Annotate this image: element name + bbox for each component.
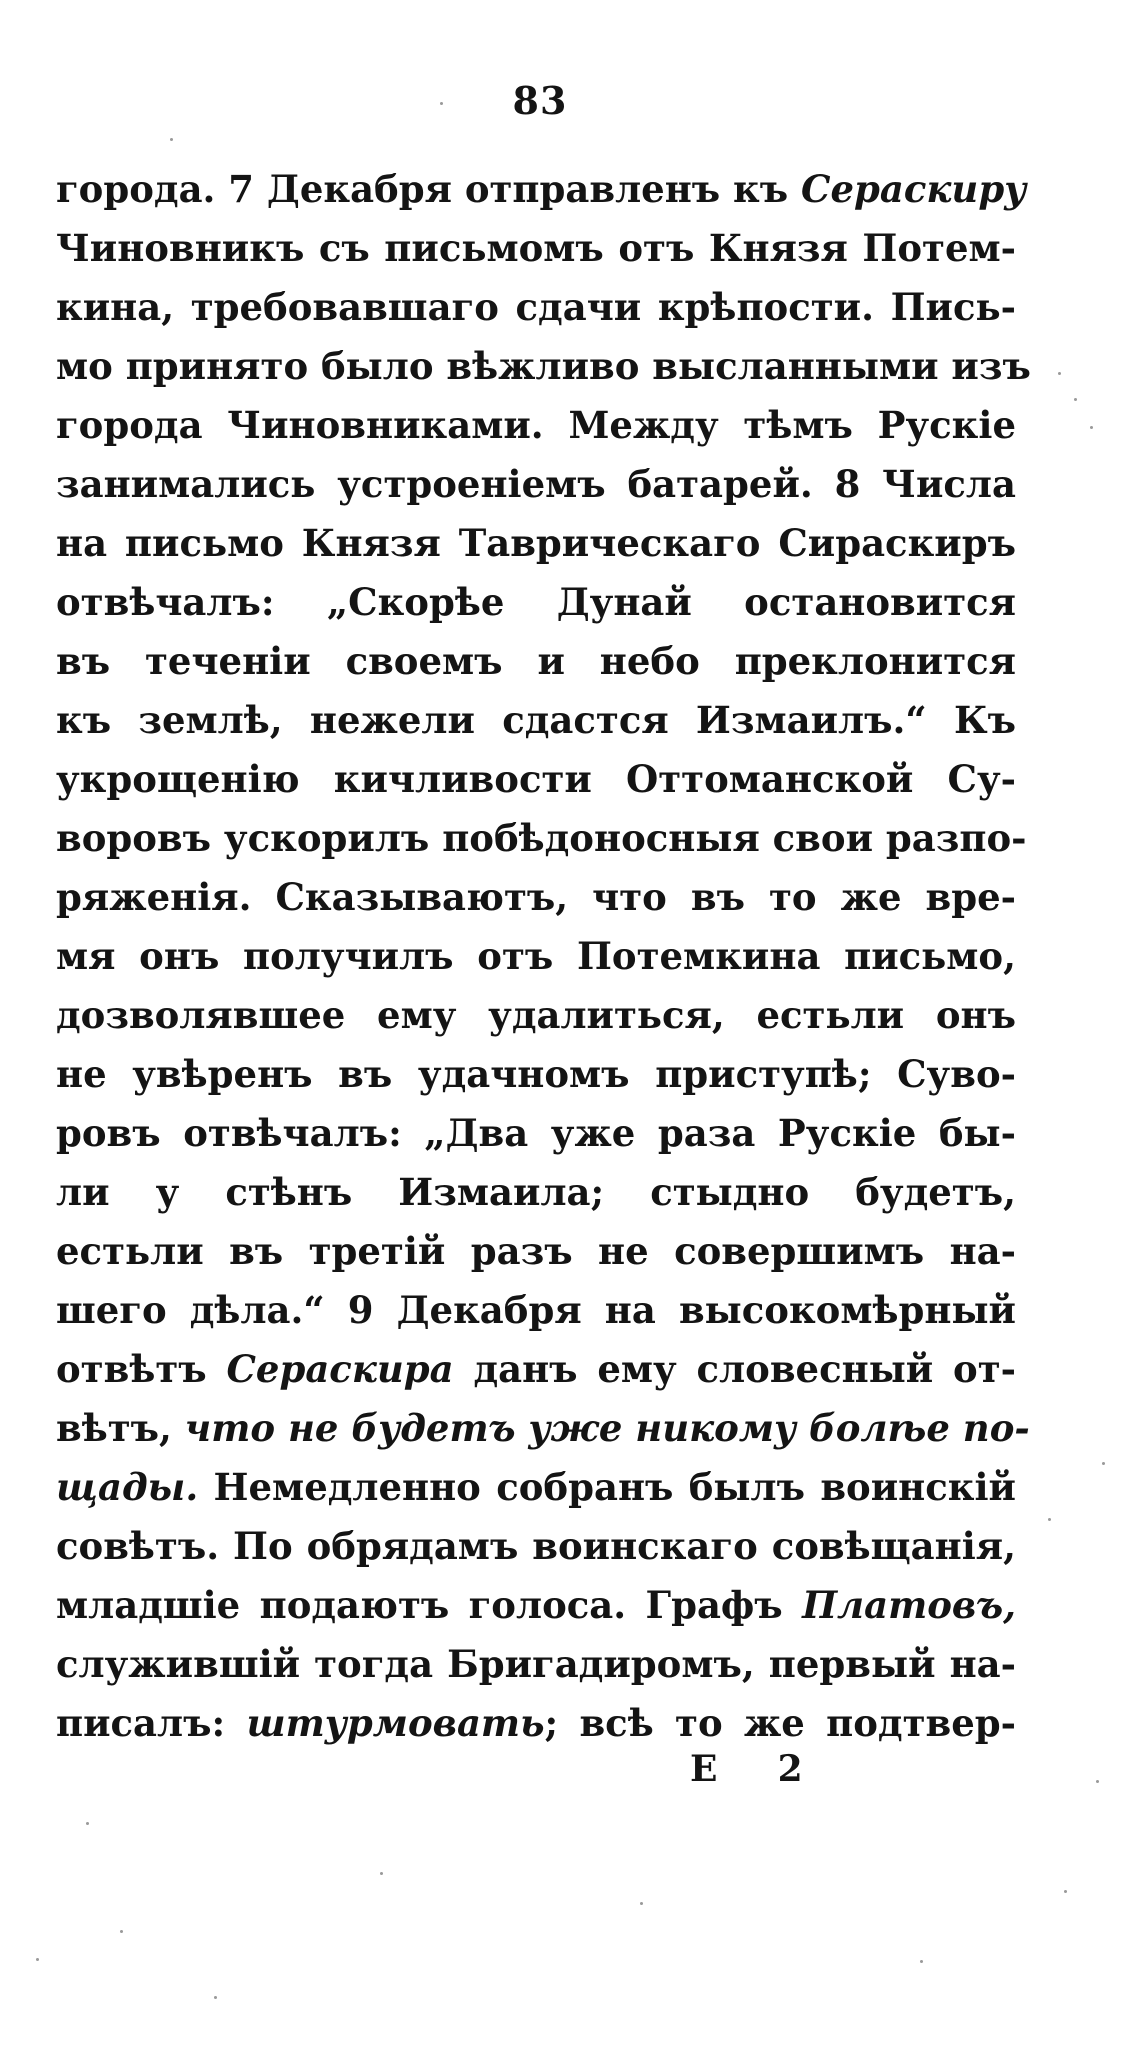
text-line — [56, 691, 1016, 750]
text-segment: занимались устроеніемъ батарей. 8 Числа — [56, 462, 1016, 506]
text-line — [56, 632, 1016, 691]
text-line — [56, 1399, 1030, 1458]
text-segment: писалъ: — [56, 1701, 247, 1745]
text-segment: отвѣчалъ: „Скорѣе Дунай остановится — [56, 580, 1016, 624]
text-line — [56, 573, 1016, 632]
text-line — [56, 1045, 1016, 1104]
text-line — [56, 750, 1016, 809]
italic-text-segment: штурмовать — [246, 1701, 545, 1745]
text-line — [56, 337, 1031, 396]
italic-text-segment: Сераскиру — [801, 167, 1027, 211]
text-segment: данъ ему словесный от- — [453, 1347, 1017, 1391]
body-text — [56, 160, 1031, 1753]
text-segment: вѣтъ, — [56, 1406, 185, 1450]
text-line — [56, 1458, 1016, 1517]
text-line — [56, 809, 1027, 868]
text-line — [56, 986, 1016, 1045]
signature-letter: Е — [690, 1748, 720, 1790]
text-line — [56, 1576, 1016, 1635]
text-line — [56, 396, 1016, 455]
italic-text-segment: щады. — [56, 1465, 199, 1509]
signature-number: 2 — [777, 1748, 805, 1790]
text-segment: младшіе подаютъ голоса. Графъ — [56, 1583, 803, 1627]
text-segment: естьли въ третій разъ не совершимъ на- — [56, 1229, 1016, 1273]
text-segment: не увѣренъ въ удачномъ приступѣ; Суво- — [56, 1052, 1016, 1096]
text-segment: укрощенію кичливости Оттоманской Су- — [56, 757, 1016, 801]
text-segment: въ теченіи своемъ и небо преклонится — [56, 639, 1016, 683]
text-segment: ли у стѣнъ Измаила; стыдно будетъ, — [56, 1170, 1016, 1214]
text-line — [56, 1104, 1016, 1163]
text-segment: шего дѣла.“ 9 Декабря на высокомѣрный — [56, 1288, 1016, 1332]
text-line — [56, 1340, 1016, 1399]
text-segment: воровъ ускорилъ побѣдоносныя свои разпо- — [56, 816, 1027, 860]
text-segment: кина, требовавшаго сдачи крѣпости. Пись- — [56, 285, 1016, 329]
text-segment: ровъ отвѣчалъ: „Два уже раза Рускіе бы- — [56, 1111, 1016, 1155]
text-segment: ; всѣ то же подтвер- — [544, 1701, 1016, 1745]
text-segment: города Чиновниками. Между тѣмъ Рускіе — [56, 403, 1016, 447]
text-line — [56, 160, 1027, 219]
text-segment: на письмо Князя Таврическаго Сираскиръ — [56, 521, 1016, 565]
printer-signature — [690, 1748, 805, 1790]
text-segment: мя онъ получилъ отъ Потемкина письмо, — [56, 934, 1016, 978]
text-line — [56, 455, 1016, 514]
text-segment: служившій тогда Бригадиромъ, первый на- — [56, 1642, 1016, 1686]
italic-text-segment: Платовъ, — [802, 1583, 1016, 1627]
text-line — [56, 1222, 1016, 1281]
text-segment: мо принято было вѣжливо высланными изъ — [56, 344, 1031, 388]
italic-text-segment: что не будетъ уже никому болѣе по- — [184, 1406, 1030, 1450]
text-segment: Чиновникъ съ письмомъ отъ Князя Потем- — [56, 226, 1016, 270]
text-segment: совѣтъ. По обрядамъ воинскаго совѣщанія, — [56, 1524, 1016, 1568]
text-segment: отвѣтъ — [56, 1347, 227, 1391]
text-line — [56, 514, 1016, 573]
text-segment: Немедленно собранъ былъ воинскій — [198, 1465, 1016, 1509]
text-segment: ряженія. Сказываютъ, что въ то же вре- — [56, 875, 1016, 919]
text-segment: къ землѣ, нежели сдастся Измаилъ.“ Къ — [56, 698, 1016, 742]
text-line — [56, 1281, 1016, 1340]
text-line — [56, 278, 1016, 337]
page-number: 83 — [512, 78, 568, 123]
text-line — [56, 1163, 1016, 1222]
text-line — [56, 1517, 1016, 1576]
text-segment: города. 7 Декабря отправленъ къ — [56, 167, 802, 211]
text-line — [56, 1635, 1016, 1694]
text-line — [56, 868, 1016, 927]
text-line — [56, 927, 1016, 986]
text-line — [56, 219, 1016, 278]
italic-text-segment: Сераскира — [226, 1347, 454, 1391]
text-line — [56, 1694, 1016, 1753]
text-segment: дозволявшее ему удалиться, естьли онъ — [56, 993, 1016, 1037]
